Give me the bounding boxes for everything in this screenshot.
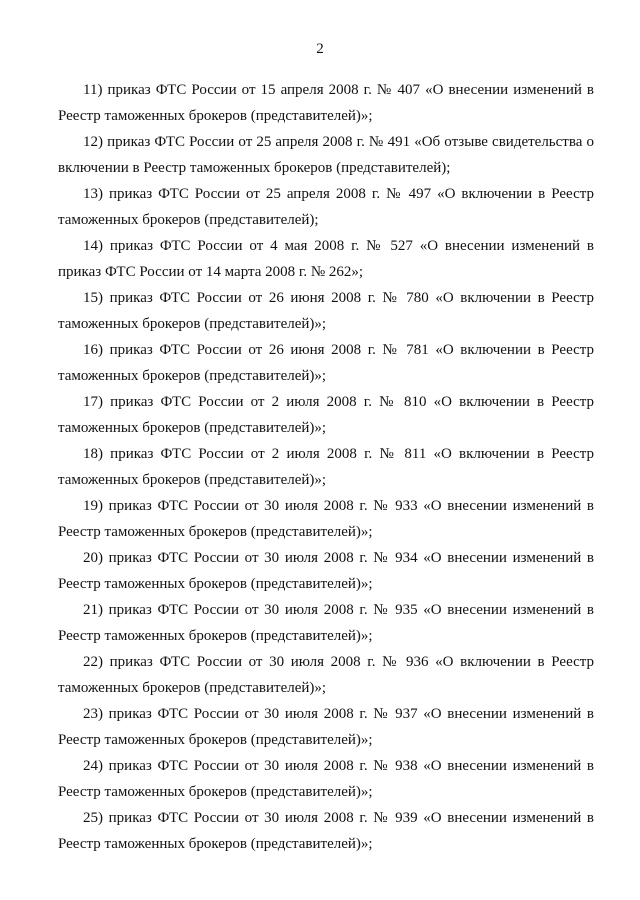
- list-item: 18) приказ ФТС России от 2 июля 2008 г. № 811 «О включении в Реестр таможенных брокеров (представителей)»;: [58, 446, 594, 488]
- list-item: 22) приказ ФТС России от 30 июля 2008 г. № 936 «О включении в Реестр таможенных брокеров (представителей)»;: [58, 654, 594, 696]
- list-item: 16) приказ ФТС России от 26 июня 2008 г. № 781 «О включении в Реестр таможенных брокеров (представителей)»;: [58, 342, 594, 384]
- list-item: 25) приказ ФТС России от 30 июля 2008 г. № 939 «О внесении изменений в Реестр таможенных брокеров (представителей)»;: [58, 810, 594, 852]
- list-item: 17) приказ ФТС России от 2 июля 2008 г. № 810 «О включении в Реестр таможенных брокеров (представителей)»;: [58, 394, 594, 436]
- order-list: [58, 77, 594, 857]
- list-item: 14) приказ ФТС России от 4 мая 2008 г. № 527 «О внесении изменений в приказ ФТС России от 14 марта 2008 г. № 262»;: [58, 238, 594, 280]
- list-item: 15) приказ ФТС России от 26 июня 2008 г. № 780 «О включении в Реестр таможенных брокеров (представителей)»;: [58, 290, 594, 332]
- list-item: 24) приказ ФТС России от 30 июля 2008 г. № 938 «О внесении изменений в Реестр таможенных брокеров (представителей)»;: [58, 758, 594, 800]
- list-item: 23) приказ ФТС России от 30 июля 2008 г. № 937 «О внесении изменений в Реестр таможенных брокеров (представителей)»;: [58, 706, 594, 748]
- list-item: 13) приказ ФТС России от 25 апреля 2008 г. № 497 «О включении в Реестр таможенных брокеров (представителей);: [58, 186, 594, 228]
- list-item: 20) приказ ФТС России от 30 июля 2008 г. № 934 «О внесении изменений в Реестр таможенных брокеров (представителей)»;: [58, 550, 594, 592]
- list-item: 19) приказ ФТС России от 30 июля 2008 г. № 933 «О внесении изменений в Реестр таможенных брокеров (представителей)»;: [58, 498, 594, 540]
- page-number: 2: [316, 41, 324, 57]
- list-item: 21) приказ ФТС России от 30 июля 2008 г. № 935 «О внесении изменений в Реестр таможенных брокеров (представителей)»;: [58, 602, 594, 644]
- list-item: 11) приказ ФТС России от 15 апреля 2008 г. № 407 «О внесении изменений в Реестр таможенных брокеров (представителей)»;: [58, 82, 594, 124]
- list-item: 12) приказ ФТС России от 25 апреля 2008 г. № 491 «Об отзыве свидетельства о включении в Реестр таможенных брокеров (представителей);: [58, 134, 594, 176]
